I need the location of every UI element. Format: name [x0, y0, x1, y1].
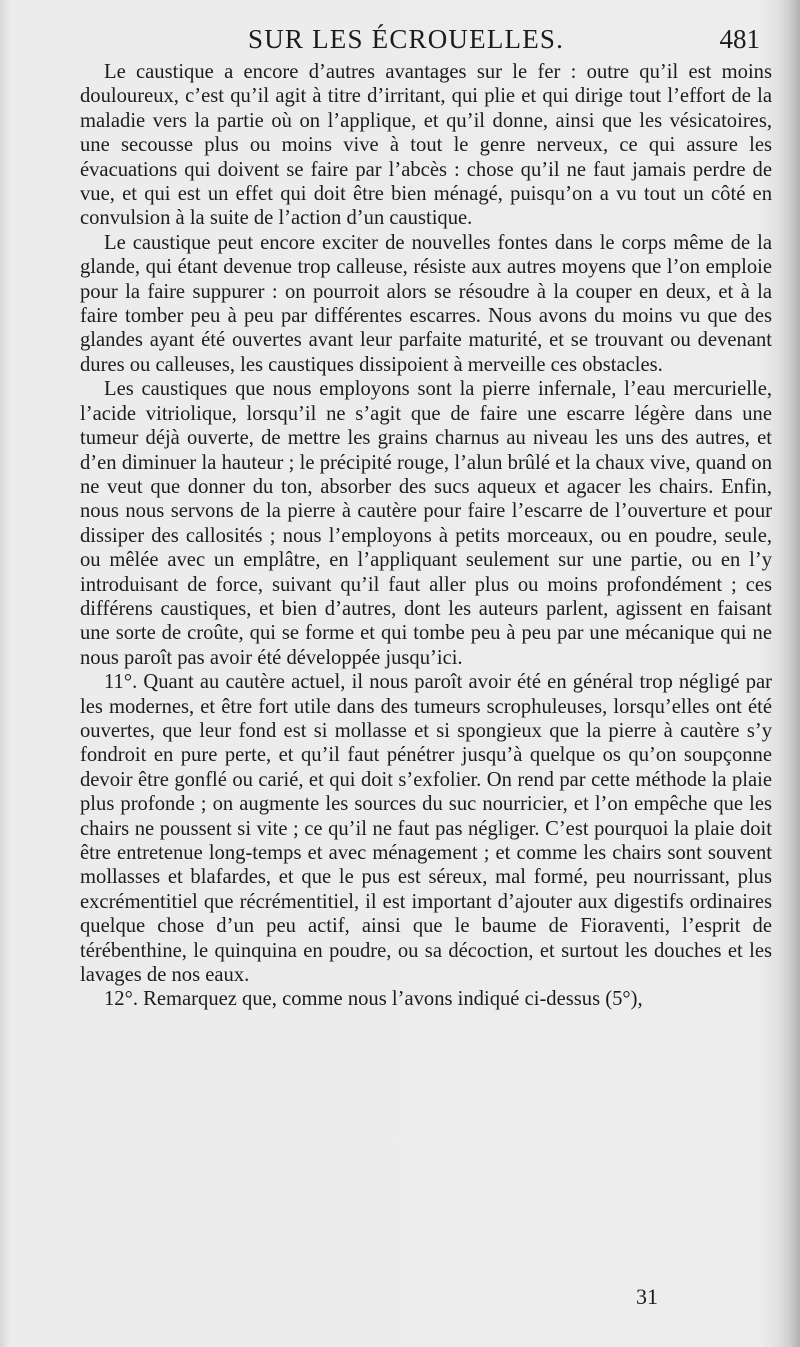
- paragraph: Le caustique a encore d’autres avantages sur le fer : outre qu’il est moins douloureux, c’est qu’il agit à titre d’irritant, qui plie et qui dirige tout l’effort de la maladie vers la partie où on l’applique, et qu’il donne, ainsi que les vésicatoires, une secousse plus ou moins vive à tout le genre nerveux, ce qui assure les évacuations qui doivent se faire par l’abcès : chose qu’il ne faut jamais perdre de vue, et qui est un effet qui doit être bien ménagé, puisqu’on a vu tout un côté en convulsion à la suite de l’action d’un caustique.: [80, 61, 772, 230]
- page-header: [110, 20, 770, 60]
- signature-mark: 31: [636, 1284, 658, 1309]
- paragraph: Le caustique peut encore exciter de nouvelles fontes dans le corps même de la glande, qui étant devenue trop calleuse, résiste aux autres moyens que l’on emploie pour la faire suppurer : on pourroit alors se résoudre à la couper en deux, et à la faire tomber peu à peu par différentes escarres. Nous avons du moins vu que des glandes ayant été ouvertes avant leur parfaite maturité, et se trouvant ou devenant dures ou calleuses, les caustiques dissipoient à merveille ces obstacles.: [80, 231, 772, 376]
- page-number: 481: [719, 24, 760, 54]
- paragraph: 12°. Remarquez que, comme nous l’avons indiqué ci-dessus (5°),: [104, 988, 643, 1011]
- paragraph: Les caustiques que nous employons sont la pierre infernale, l’eau mercurielle, l’acide vitriolique, lorsqu’il ne s’agit que de faire une escarre légère dans une tumeur déjà ouverte, de mettre les grains charnus au niveau les uns des autres, et d’en diminuer la hauteur ; le précipité rouge, l’alun brûlé et la chaux vive, quand on ne veut que donner du ton, absorber des sucs aqueux et agacer les chairs. Enfin, nous nous servons de la pierre à cautère pour faire l’escarre de l’ouverture et pour dissiper des callosités ; nous l’employons à petits morceaux, ou en poudre, seule, ou mêlée avec un emplâtre, en l’appliquant seulement sur une partie, ou en l’y introduisant de force, suivant qu’il faut aller plus ou moins profondément ; ces différens caustiques, et bien d’autres, dont les auteurs parlent, agissent en faisant une sorte de croûte, qui se forme et qui tombe peu à peu par une mécanique qui ne nous paroît pas avoir été développée jusqu’ici.: [80, 378, 772, 669]
- page-edge-shadow: [778, 0, 800, 1347]
- running-title: SUR LES ÉCROUELLES.: [248, 24, 565, 54]
- paragraph: 11°. Quant au cautère actuel, il nous paroît avoir été en général trop négligé par les modernes, et être fort utile dans des tumeurs scrophuleuses, lorsqu’elles ont été ouvertes, que leur fond est si mollasse et si spongieux que la pierre à cautère s’y fondroit en pure perte, et qu’il faut pénétrer jusqu’à quelque os qu’on soupçonne devoir être gonflé ou carié, et qui doit s’exfolier. On rend par cette méthode la plaie plus profonde ; on augmente les sources du suc nourricier, et l’on empêche que les chairs ne poussent si vite ; ce qu’il ne faut pas négliger. C’est pourquoi la plaie doit être entretenue long-temps et avec ménagement ; et comme les chairs sont souvent mollasses et blafardes, et que le pus est séreux, mal formé, peu nourrissant, plus excrémentitiel que récrémentitiel, il est important d’ajouter aux digestifs ordinaires quelque chose d’un peu actif, ainsi que le baume de Fioraventi, l’esprit de térébenthine, le quinquina en poudre, ou sa décoction, et surtout les douches et les lavages de nos eaux.: [80, 671, 772, 987]
- body-text: [80, 60, 772, 1012]
- page-footer: [0, 1284, 800, 1314]
